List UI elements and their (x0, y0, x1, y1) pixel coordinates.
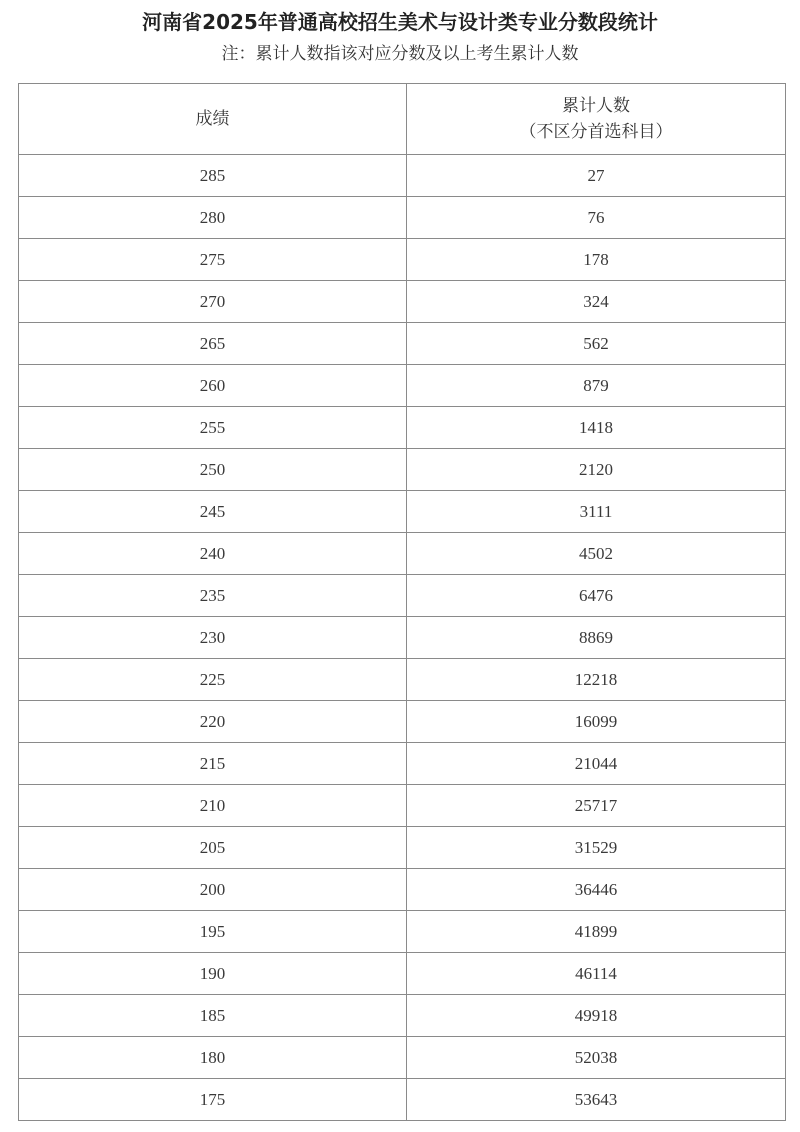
cell-cumulative: 12218 (407, 659, 786, 701)
cell-score: 275 (19, 239, 407, 281)
table-row (19, 617, 786, 659)
cell-cumulative: 562 (407, 323, 786, 365)
cell-score: 240 (19, 533, 407, 575)
cell-score: 285 (19, 155, 407, 197)
cell-score: 255 (19, 407, 407, 449)
cell-cumulative: 25717 (407, 785, 786, 827)
table-row (19, 323, 786, 365)
table-row (19, 1079, 786, 1121)
table-row (19, 953, 786, 995)
cell-cumulative: 1418 (407, 407, 786, 449)
cell-score: 280 (19, 197, 407, 239)
table-row (19, 659, 786, 701)
cell-cumulative: 6476 (407, 575, 786, 617)
table-row (19, 911, 786, 953)
cell-score: 225 (19, 659, 407, 701)
cell-score: 215 (19, 743, 407, 785)
table-row (19, 533, 786, 575)
cell-score: 250 (19, 449, 407, 491)
cell-cumulative: 52038 (407, 1037, 786, 1079)
cell-cumulative: 2120 (407, 449, 786, 491)
table-row (19, 239, 786, 281)
cell-score: 200 (19, 869, 407, 911)
cell-score: 180 (19, 1037, 407, 1079)
cell-cumulative: 178 (407, 239, 786, 281)
document-note: 注：累计人数指该对应分数及以上考生累计人数 (221, 44, 579, 64)
cell-cumulative: 8869 (407, 617, 786, 659)
table-header-row (19, 84, 786, 155)
table-row (19, 1037, 786, 1079)
cell-cumulative: 53643 (407, 1079, 786, 1121)
table-row (19, 827, 786, 869)
cell-cumulative: 27 (407, 155, 786, 197)
document-title: 河南省2025年普通高校招生美术与设计类专业分数段统计 (142, 10, 658, 34)
table-body (19, 155, 786, 1121)
cell-score: 175 (19, 1079, 407, 1121)
cell-cumulative: 76 (407, 197, 786, 239)
cell-score: 245 (19, 491, 407, 533)
cell-score: 185 (19, 995, 407, 1037)
table-row (19, 449, 786, 491)
cell-score: 210 (19, 785, 407, 827)
table-row (19, 491, 786, 533)
table-row (19, 785, 786, 827)
table-row (19, 281, 786, 323)
cell-score: 220 (19, 701, 407, 743)
cell-score: 195 (19, 911, 407, 953)
cell-cumulative: 324 (407, 281, 786, 323)
cell-score: 190 (19, 953, 407, 995)
header-cumulative (407, 84, 786, 155)
cell-cumulative: 16099 (407, 701, 786, 743)
table-row (19, 575, 786, 617)
score-distribution-table (18, 83, 786, 1121)
header-cumulative-label: 累计人数 (562, 96, 630, 116)
cell-cumulative: 879 (407, 365, 786, 407)
cell-score: 260 (19, 365, 407, 407)
header-cumulative-sublabel: （不区分首选科目） (519, 122, 673, 142)
cell-score: 230 (19, 617, 407, 659)
table-row (19, 407, 786, 449)
table-row (19, 701, 786, 743)
cell-cumulative: 21044 (407, 743, 786, 785)
cell-cumulative: 4502 (407, 533, 786, 575)
cell-score: 205 (19, 827, 407, 869)
cell-score: 270 (19, 281, 407, 323)
table-row (19, 197, 786, 239)
table-row (19, 743, 786, 785)
cell-score: 235 (19, 575, 407, 617)
cell-score: 265 (19, 323, 407, 365)
cell-cumulative: 41899 (407, 911, 786, 953)
cell-cumulative: 49918 (407, 995, 786, 1037)
header-score (19, 84, 407, 155)
table-row (19, 869, 786, 911)
cell-cumulative: 46114 (407, 953, 786, 995)
table-row (19, 155, 786, 197)
cell-cumulative: 3111 (407, 491, 786, 533)
cell-cumulative: 36446 (407, 869, 786, 911)
table-row (19, 995, 786, 1037)
table-row (19, 365, 786, 407)
header-score-label: 成绩 (195, 109, 230, 129)
cell-cumulative: 31529 (407, 827, 786, 869)
